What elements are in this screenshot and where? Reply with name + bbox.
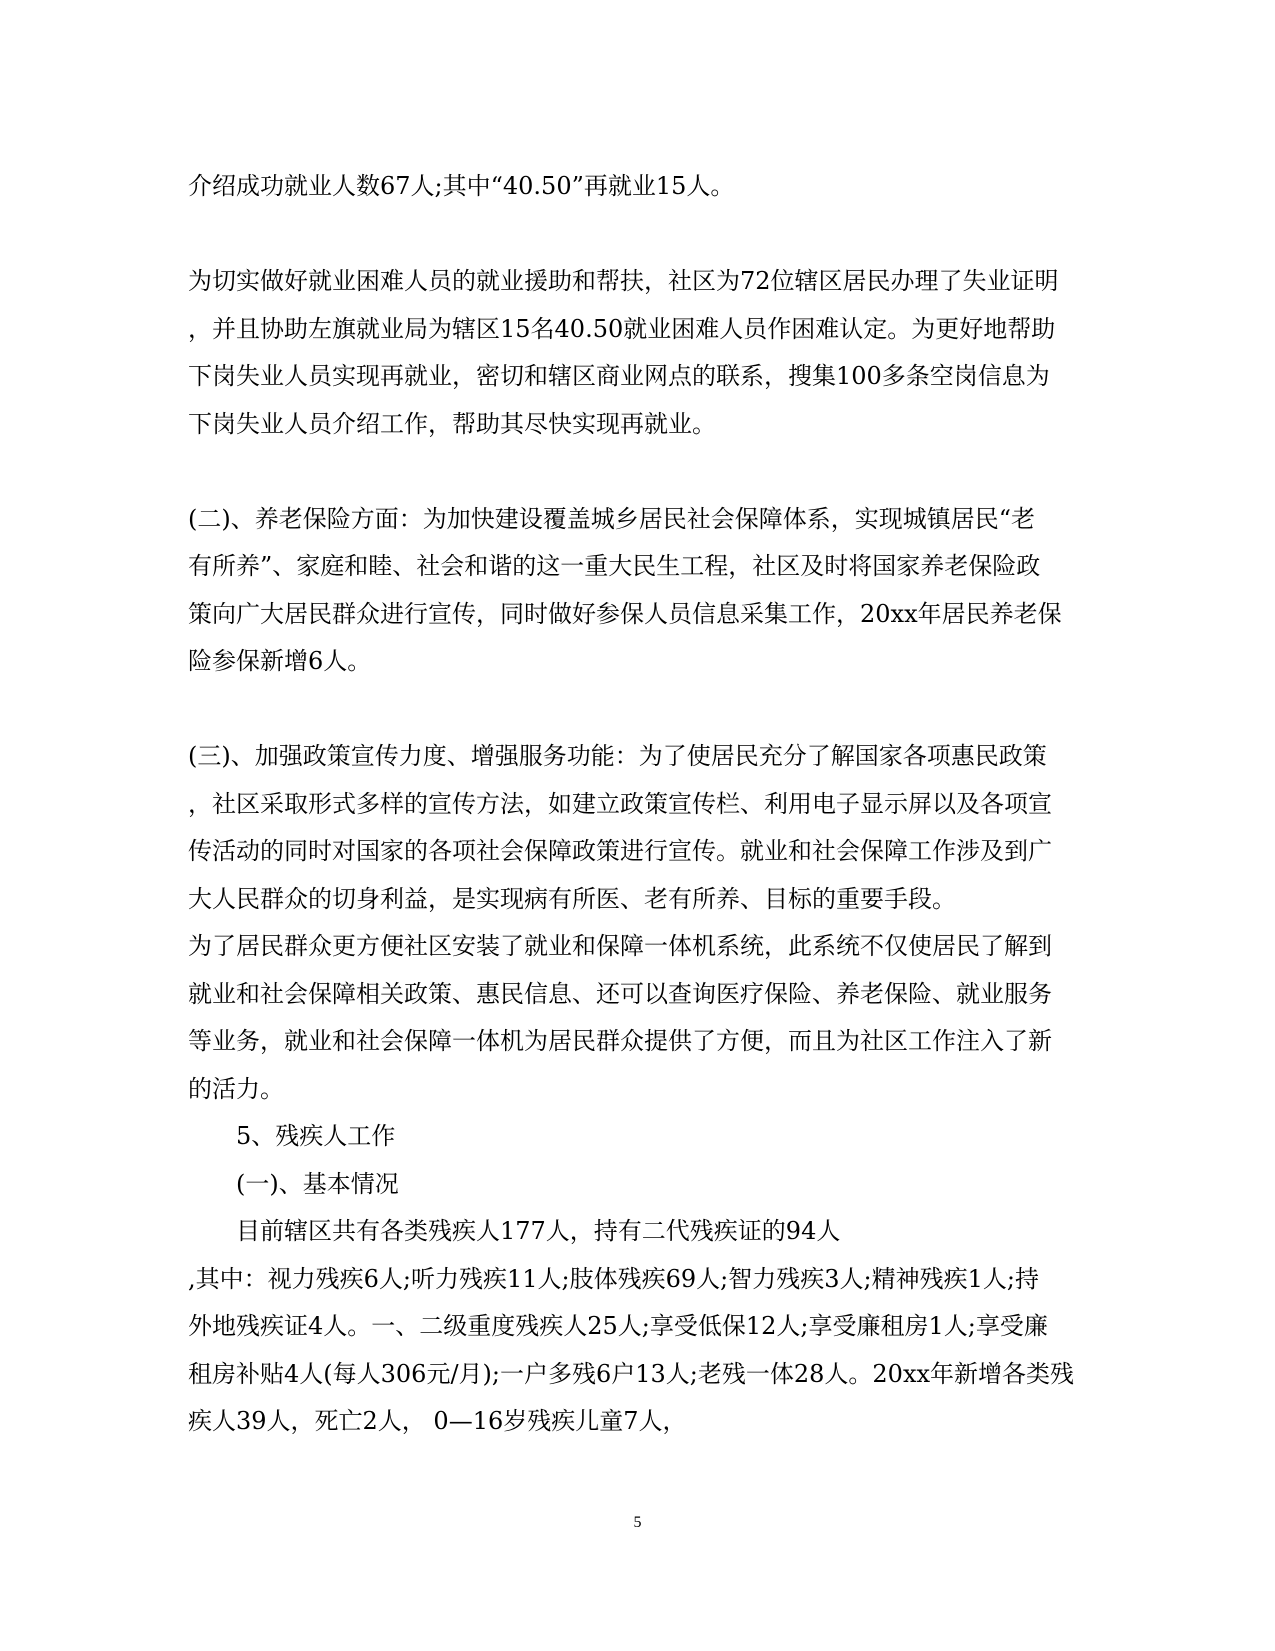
- text-line: 大人民群众的切身利益，是实现病有所医、老有所养、目标的重要手段。: [188, 884, 956, 913]
- paragraph-spacer: [188, 211, 1088, 259]
- text-line: ，并且协助左旗就业局为辖区15名40.50就业困难人员作困难认定。为更好地帮助: [188, 314, 1056, 343]
- text-line: 的活力。: [188, 1074, 284, 1103]
- paragraph-employment-assistance: [188, 258, 1088, 448]
- text-line: ,其中：视力残疾6人;听力残疾11人;肢体残疾69人;智力残疾3人;精神残疾1人;持: [188, 1264, 1039, 1293]
- text-line: 下岗失业人员实现再就业，密切和辖区商业网点的联系，搜集100多条空岗信息为: [188, 362, 1050, 390]
- text-line: 传活动的同时对国家的各项社会保障政策进行宣传。就业和社会保障工作涉及到广: [188, 837, 1052, 865]
- text-line: 等业务，就业和社会保障一体机为居民群众提供了方便，而且为社区工作注入了新: [188, 1027, 1052, 1055]
- text-line: 疾人39人，死亡2人， 0—16岁残疾儿童7人，: [188, 1407, 687, 1435]
- document-body: [188, 163, 1088, 1446]
- text-line: 险参保新增6人。: [188, 647, 372, 675]
- text-line: 租房补贴4人(每人306元/月);一户多残6户13人;老残一体28人。20xx年新增各类残: [188, 1359, 1075, 1388]
- page-number: 5: [633, 1514, 642, 1531]
- paragraph-spacer: [188, 686, 1088, 734]
- text-line: 介绍成功就业人数67人;其中“40.50”再就业15人。: [188, 172, 735, 200]
- section-disabled-persons: [188, 1113, 1088, 1256]
- paragraph-disability-statistics: [188, 1256, 1088, 1446]
- text-line: ，社区采取形式多样的宣传方法，如建立政策宣传栏、利用电子显示屏以及各项宣: [188, 789, 1052, 818]
- subsection-heading: (一)、基本情况: [236, 1169, 399, 1198]
- text-line: 有所养”、家庭和睦、社会和谐的这一重大民生工程，社区及时将国家养老保险政: [188, 552, 1041, 580]
- paragraph-policy-publicity: [188, 733, 1088, 1113]
- text-line: 外地残疾证4人。一、二级重度残疾人25人;享受低保12人;享受廉租房1人;享受廉: [188, 1312, 1048, 1340]
- text-line: 为了居民群众更方便社区安装了就业和保障一体机系统，此系统不仅使居民了解到: [188, 932, 1052, 960]
- paragraph-employment-summary: [188, 163, 1088, 211]
- section-heading: 5、残疾人工作: [236, 1122, 396, 1150]
- paragraph-pension-insurance: [188, 496, 1088, 686]
- paragraph-spacer: [188, 448, 1088, 496]
- text-line: (三)、加强政策宣传力度、增强服务功能：为了使居民充分了解国家各项惠民政策: [188, 742, 1047, 770]
- text-line: 下岗失业人员介绍工作，帮助其尽快实现再就业。: [188, 409, 716, 438]
- text-line: 就业和社会保障相关政策、惠民信息、还可以查询医疗保险、养老保险、就业服务: [188, 979, 1052, 1008]
- text-line: 目前辖区共有各类残疾人177人，持有二代残疾证的94人: [236, 1217, 841, 1245]
- text-line: 为切实做好就业困难人员的就业援助和帮扶，社区为72位辖区居民办理了失业证明: [188, 267, 1059, 295]
- text-line: 策向广大居民群众进行宣传，同时做好参保人员信息采集工作，20xx年居民养老保: [188, 599, 1062, 628]
- text-line: (二)、养老保险方面：为加快建设覆盖城乡居民社会保障体系，实现城镇居民“老: [188, 504, 1035, 533]
